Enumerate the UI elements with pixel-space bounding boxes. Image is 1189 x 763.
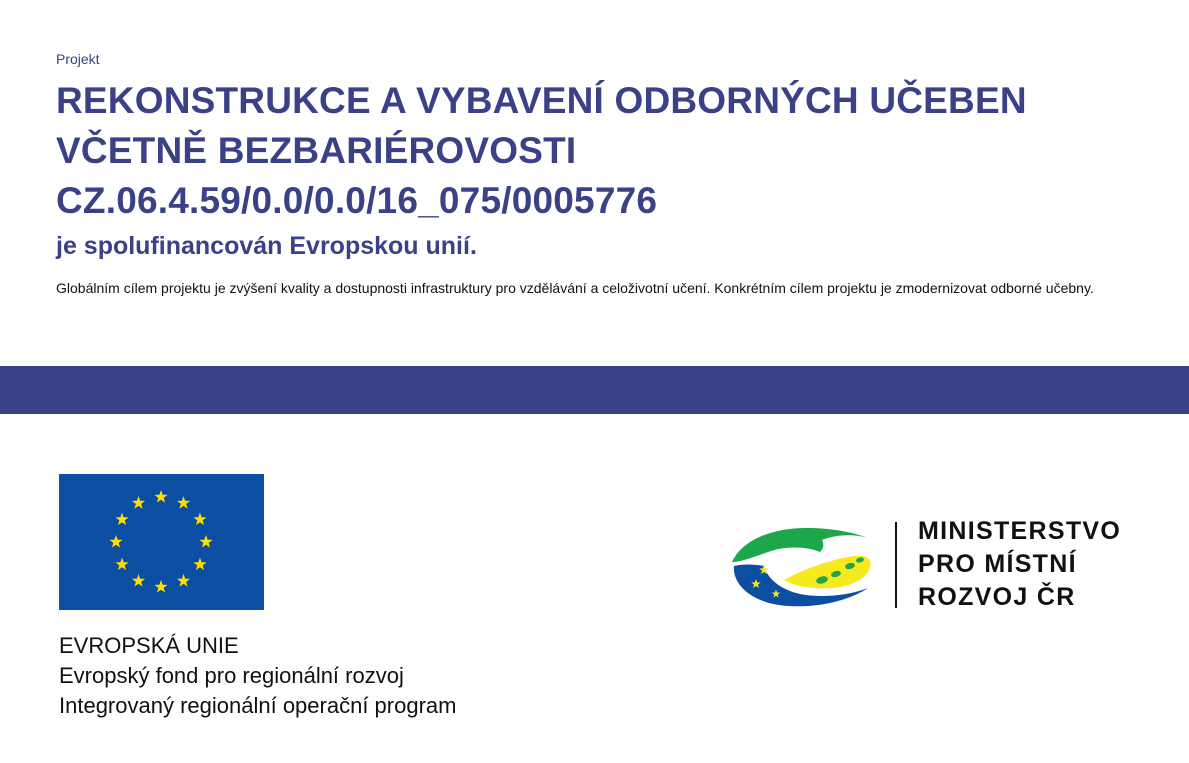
mmr-logo-icon	[728, 522, 874, 610]
ministry-name-line-1: MINISTERSTVO	[918, 517, 1122, 545]
project-label: Projekt	[56, 51, 100, 67]
mmr-logo-green-swoosh	[732, 528, 868, 562]
cofinanced-statement: je spolufinancován Evropskou unií.	[56, 232, 477, 260]
ministry-name	[918, 515, 1121, 614]
project-title-line-2: VČETNĚ BEZBARIÉROVOSTI	[56, 130, 577, 171]
project-registration-number: CZ.06.4.59/0.0/0.0/16_075/0005776	[56, 180, 658, 221]
eu-caption-line-1: EVROPSKÁ UNIE	[59, 633, 239, 658]
ministry-name-line-2: PRO MÍSTNÍ	[918, 550, 1077, 578]
eu-caption	[59, 631, 456, 721]
ministry-name-line-3: ROZVOJ ČR	[918, 583, 1076, 611]
ministry-divider	[895, 522, 897, 608]
project-description: Globálním cílem projektu je zvýšení kvality a dostupnosti infrastruktury pro vzdělávání a celoživotní učení. Konkrétním cílem projektu je zmodernizovat odborné učebny.	[56, 280, 1094, 296]
eu-flag-icon	[59, 474, 264, 610]
eu-caption-line-2: Evropský fond pro regionální rozvoj	[59, 663, 404, 688]
eu-caption-line-3: Integrovaný regionální operační program	[59, 693, 457, 718]
project-title	[56, 76, 1156, 226]
project-title-line-1: REKONSTRUKCE A VYBAVENÍ ODBORNÝCH UČEBEN	[56, 80, 1027, 121]
color-band	[0, 366, 1189, 414]
